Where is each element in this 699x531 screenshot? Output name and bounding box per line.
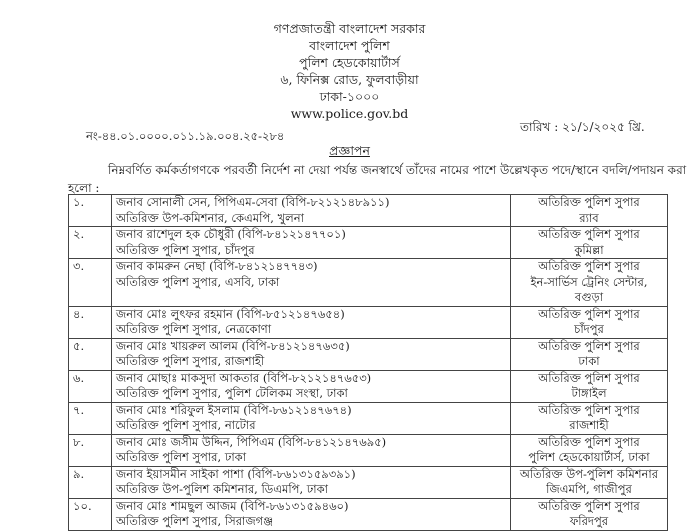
new-post: অতিরিক্ত পুলিশ সুপার bbox=[538, 498, 640, 513]
officer-name: জনাব মোছাঃ মাকসুদা আকতার (বিপি-৮২১২১৪৭৬৫৩) bbox=[116, 370, 372, 385]
letterhead bbox=[0, 20, 699, 122]
officer-cell bbox=[112, 227, 511, 259]
officer-cell bbox=[112, 259, 511, 307]
office-name: পুলিশ হেডকোয়ার্টার্স bbox=[299, 55, 400, 70]
office-city: ঢাকা-১০০০ bbox=[319, 89, 380, 104]
new-place: ফরিদপুর bbox=[569, 514, 609, 528]
new-place: রাজশাহী bbox=[569, 418, 609, 432]
table-row bbox=[69, 306, 668, 338]
serial-number: ৫. bbox=[69, 338, 112, 370]
new-place: চাঁদপুর bbox=[574, 322, 604, 336]
new-posting-cell bbox=[511, 370, 668, 402]
new-post: অতিরিক্ত পুলিশ সুপার bbox=[538, 259, 640, 273]
officer-cell bbox=[112, 338, 511, 370]
officer-name: জনাব সোনালী সেন, পিপিএম-সেবা (বিপি-৮২১২১৪৮৯১১) bbox=[116, 195, 390, 209]
new-posting-cell bbox=[511, 498, 668, 530]
table-row bbox=[69, 402, 668, 434]
officer-name: জনাব ইয়াসমীন সাইকা পাশা (বিপি-৮৬১৩১৫৯৩৯১) bbox=[116, 466, 356, 481]
new-post: অতিরিক্ত পুলিশ সুপার bbox=[538, 338, 640, 353]
new-posting-cell bbox=[511, 338, 668, 370]
new-post: অতিরিক্ত পুলিশ সুপার bbox=[538, 402, 640, 417]
intro-text: নিম্নবর্ণিত কর্মকর্তাগণকে পরবর্তী নির্দেশ না দেয়া পর্যন্ত জনস্বার্থে তাঁদের নামের পাশে উল্লেখকৃত পদে/স্থানে বদলি/পদায়ন করা bbox=[108, 163, 687, 177]
serial-number: ৬. bbox=[69, 370, 112, 402]
serial-number: ৪. bbox=[69, 306, 112, 338]
serial-number: ৩. bbox=[69, 259, 112, 307]
serial-number: ১০. bbox=[69, 498, 112, 530]
new-post: অতিরিক্ত পুলিশ সুপার bbox=[538, 227, 640, 241]
current-posting: অতিরিক্ত পুলিশ সুপার, সিরাজগঞ্জ bbox=[116, 514, 274, 528]
new-post: অতিরিক্ত পুলিশ সুপার bbox=[538, 195, 640, 209]
serial-number: ১. bbox=[69, 195, 112, 227]
table-row bbox=[69, 434, 668, 466]
website: www.police.gov.bd bbox=[290, 106, 409, 121]
current-posting: অতিরিক্ত পুলিশ সুপার, নাটোর bbox=[116, 418, 256, 432]
office-address: ৬, ফিনিক্স রোড, ফুলবাড়ীয়া bbox=[280, 72, 419, 87]
serial-number: ৯. bbox=[69, 466, 112, 498]
new-posting-cell bbox=[511, 402, 668, 434]
current-posting: অতিরিক্ত পুলিশ সুপার, পুলিশ টেলিকম সংস্থা, ঢাকা bbox=[116, 386, 348, 400]
new-posting-cell bbox=[511, 466, 668, 498]
officer-cell bbox=[112, 195, 511, 227]
new-place: ঢাকা bbox=[578, 354, 600, 368]
current-posting: অতিরিক্ত উপ-কমিশনার, কেএমপি, খুলনা bbox=[116, 210, 304, 225]
officer-cell bbox=[112, 498, 511, 530]
current-posting: অতিরিক্ত পুলিশ সুপার, নেত্রকোণা bbox=[116, 322, 272, 336]
new-place: জিএমপি, গাজীপুর bbox=[546, 482, 632, 496]
table-row bbox=[69, 466, 668, 498]
memo-number: নং-৪৪.০১.০০০০.০১১.১৯.০০৪.২৫-২৮৪ bbox=[86, 129, 285, 143]
table-row bbox=[69, 498, 668, 530]
new-posting-cell bbox=[511, 259, 668, 307]
officer-name: জনাব কামরুন নেছা (বিপি-৮৪১২১৪৭৭৪৩) bbox=[116, 259, 318, 273]
officer-cell bbox=[112, 466, 511, 498]
officer-cell bbox=[112, 370, 511, 402]
current-posting: অতিরিক্ত উপ-পুলিশ কমিশনার, ডিএমপি, ঢাকা bbox=[116, 482, 328, 496]
officer-name: জনাব মোঃ লুৎফর রহমান (বিপি-৮৫১২১৪৭৬৫৪) bbox=[116, 306, 345, 321]
new-post: অতিরিক্ত পুলিশ সুপার bbox=[538, 306, 640, 321]
officer-name: জনাব মোঃ খায়রুল আলম (বিপি-৮৪১২১৪৭৬৩৫) bbox=[116, 338, 350, 353]
current-posting: অতিরিক্ত পুলিশ সুপার, চাঁদপুর bbox=[116, 242, 255, 257]
officer-cell bbox=[112, 306, 511, 338]
new-place: পুলিশ হেডকোয়ার্টার্স, ঢাকা bbox=[528, 450, 650, 464]
officer-cell bbox=[112, 434, 511, 466]
new-posting-cell bbox=[511, 227, 668, 259]
intro-text-continued: হলো : bbox=[68, 181, 100, 195]
new-posting-cell bbox=[511, 434, 668, 466]
table-row bbox=[69, 259, 668, 307]
table-row bbox=[69, 195, 668, 227]
government-name: গণপ্রজাতন্ত্রী বাংলাদেশ সরকার bbox=[273, 21, 426, 36]
serial-number: ৮. bbox=[69, 434, 112, 466]
new-place: কুমিল্লা bbox=[574, 242, 604, 257]
serial-number: ৭. bbox=[69, 402, 112, 434]
current-posting: অতিরিক্ত পুলিশ সুপার, ঢাকা bbox=[116, 450, 247, 464]
officer-name: জনাব মোঃ শামছুল আজম (বিপি-৮৬১৩১৫৯৪৬০) bbox=[116, 498, 349, 513]
table-row bbox=[69, 338, 668, 370]
new-posting-cell bbox=[511, 306, 668, 338]
officer-cell bbox=[112, 402, 511, 434]
department-name: বাংলাদেশ পুলিশ bbox=[309, 38, 390, 53]
new-place: র‍্যাব bbox=[579, 210, 599, 225]
table-row bbox=[69, 370, 668, 402]
new-place: ইন-সার্ভিস ট্রেনিং সেন্টার, বগুড়া bbox=[530, 274, 648, 304]
transfer-table bbox=[68, 194, 668, 531]
issue-date: তারিখ : ২১/১/২০২৫ খ্রি. bbox=[520, 120, 645, 134]
current-posting: অতিরিক্ত পুলিশ সুপার, রাজশাহী bbox=[116, 354, 265, 368]
notice-title: প্রজ্ঞাপন bbox=[329, 143, 370, 158]
serial-number: ২. bbox=[69, 227, 112, 259]
new-posting-cell bbox=[511, 195, 668, 227]
current-posting: অতিরিক্ত পুলিশ সুপার, এসবি, ঢাকা bbox=[116, 274, 280, 289]
new-post: অতিরিক্ত পুলিশ সুপার bbox=[538, 370, 640, 385]
new-post: অতিরিক্ত উপ-পুলিশ কমিশনার bbox=[519, 466, 659, 481]
new-place: টাঙ্গাইল bbox=[571, 386, 607, 400]
table-row bbox=[69, 227, 668, 259]
officer-name: জনাব রাশেদুল হক চৌধুরী (বিপি-৮৪১২১৪৭৭০১) bbox=[116, 227, 346, 241]
officer-name: জনাব মোঃ জসীম উদ্দিন, পিপিএম (বিপি-৮৪১২১৪৭৬৯৫) bbox=[116, 434, 387, 449]
new-post: অতিরিক্ত পুলিশ সুপার bbox=[538, 434, 640, 449]
officer-name: জনাব মোঃ শরিফুল ইসলাম (বিপি-৮৬১২১৪৭৬৭৪) bbox=[116, 402, 352, 417]
